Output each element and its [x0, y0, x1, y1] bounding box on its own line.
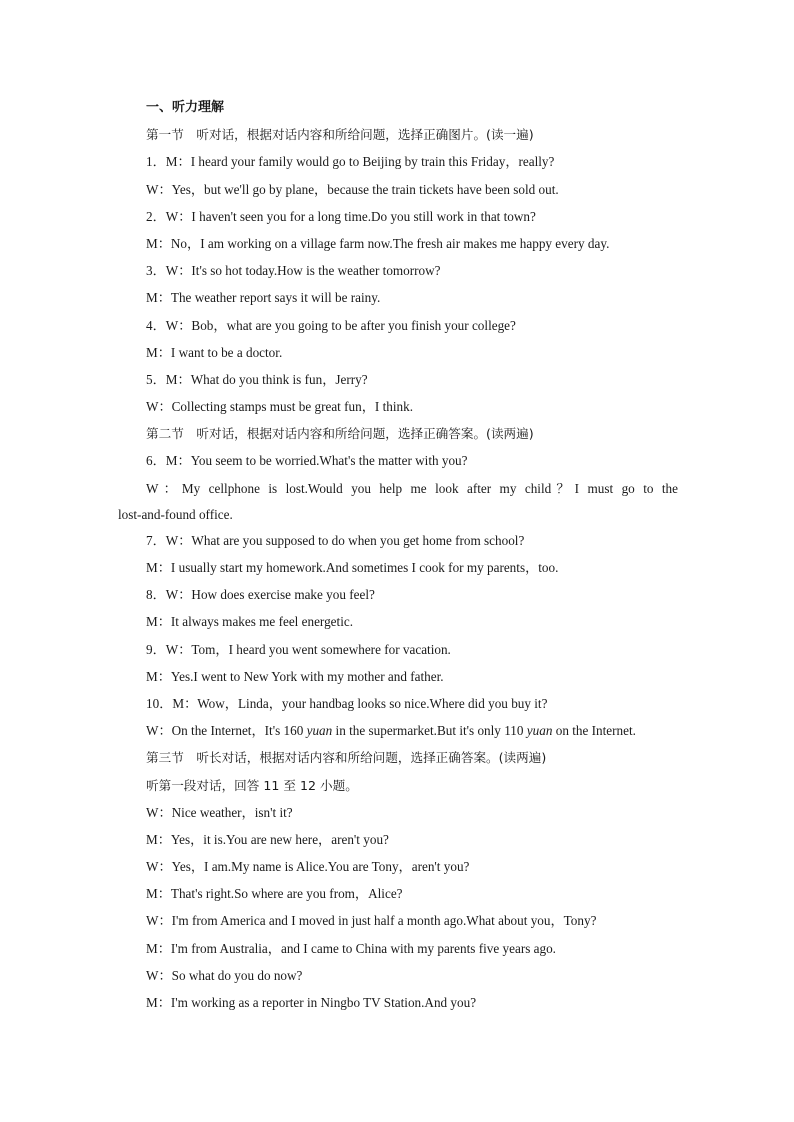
- dialogue-line: 3．W：It's so hot today.How is the weather tomorrow?: [146, 263, 441, 279]
- dialogue-line: M：No，I am working on a village farm now.The fresh air makes me happy every day.: [146, 235, 610, 251]
- part-three-title: 第三节 听长对话，根据对话内容和所给问题，选择正确答案。(读两遍): [146, 750, 547, 766]
- dialogue-line: 5．M：What do you think is fun，Jerry?: [146, 371, 368, 387]
- dialogue-line-continuation: lost-and-found office.: [118, 506, 233, 522]
- dialogue-line: W：Yes，I am.My name is Alice.You are Tony，aren't you?: [146, 859, 470, 875]
- dialogue-text: in the supermarket.But it's only 110: [332, 723, 527, 739]
- dialogue-line: 9．W：Tom，I heard you went somewhere for vacation.: [146, 641, 451, 657]
- dialogue-line: W：My cellphone is lost.Would you help me look after my child？I must go to the: [146, 480, 678, 496]
- section-heading: 一、听力理解: [146, 100, 225, 115]
- dialogue-line: W：Nice weather，isn't it?: [146, 804, 293, 820]
- dialogue-line: M：Yes.I went to New York with my mother and father.: [146, 668, 444, 684]
- dialogue-line: W：I'm from America and I moved in just half a month ago.What about you，Tony?: [146, 913, 597, 929]
- dialogue-line: 10．M：Wow，Linda，your handbag looks so nice.Where did you buy it?: [146, 695, 548, 711]
- dialogue-line: M：That's right.So where are you from，Alice?: [146, 886, 403, 902]
- currency-word: yuan: [526, 723, 553, 739]
- dialogue-line: W：So what do you do now?: [146, 967, 303, 983]
- dialogue-text: on the Internet.: [552, 723, 636, 739]
- dialogue-line: W：Collecting stamps must be great fun，I think.: [146, 399, 414, 415]
- dialogue-line: M：I want to be a doctor.: [146, 344, 283, 360]
- dialogue-line: M：I'm from Australia，and I came to China with my parents five years ago.: [146, 940, 556, 956]
- dialogue-line: M：It always makes me feel energetic.: [146, 614, 354, 630]
- dialogue-line: 7．W：What are you supposed to do when you get home from school?: [146, 532, 525, 548]
- dialogue-line: 6．M：You seem to be worried.What's the matter with you?: [146, 453, 468, 469]
- dialogue-line: M：I usually start my homework.And sometimes I cook for my parents，too.: [146, 560, 559, 575]
- dialogue-line: 1．M：I heard your family would go to Beijing by train this Friday，really?: [146, 154, 555, 170]
- part-one-title: 第一节 听对话，根据对话内容和所给问题，选择正确图片。(读一遍): [146, 127, 534, 143]
- dialogue-line: M：Yes，it is.You are new here，aren't you?: [146, 831, 389, 847]
- dialogue-line: M：The weather report says it will be rainy.: [146, 290, 381, 306]
- listening-script: [118, 94, 678, 1016]
- dialogue-line: 4．W：Bob，what are you going to be after you finish your college?: [146, 317, 516, 333]
- instruction-line: 听第一段对话，回答 11 至 12 小题。: [146, 777, 358, 793]
- dialogue-line: 8．W：How does exercise make you feel?: [146, 587, 375, 603]
- currency-word: yuan: [306, 723, 333, 739]
- dialogue-line: [118, 717, 678, 744]
- dialogue-line: W：Yes，but we'll go by plane，because the train tickets have been sold out.: [146, 181, 559, 197]
- dialogue-line: 2．W：I haven't seen you for a long time.Do you still work in that town?: [146, 208, 536, 224]
- part-two-title: 第二节 听对话，根据对话内容和所给问题，选择正确答案。(读两遍): [146, 426, 534, 442]
- dialogue-text: W：On the Internet，It's 160: [146, 723, 307, 739]
- dialogue-line: M：I'm working as a reporter in Ningbo TV Station.And you?: [146, 995, 477, 1010]
